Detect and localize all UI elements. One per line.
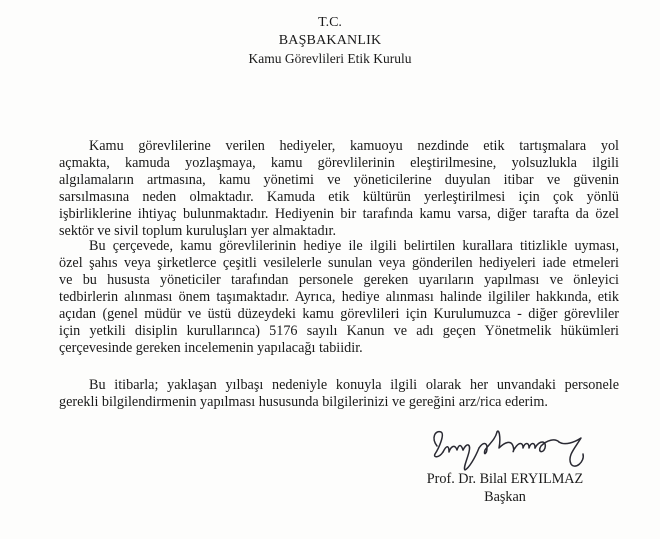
paragraph-line: Kamu görevlilerine verilen hediyeler, kamuoyu nezdinde etik tartışmalara yol — [89, 138, 619, 154]
letter-header — [0, 14, 660, 68]
paragraph-3 — [59, 377, 619, 411]
paragraph-line: çerçevesinde gereken incelemenin yapılacağı tabiidir. — [59, 340, 363, 356]
signatory-title: Başkan — [484, 489, 526, 505]
paragraph-line: özel şahıs veya şirketlerce çeşitli vesilelerle sunulan veya gönderilen hediyeleri iade etmeleri — [59, 255, 619, 271]
header-board: Kamu Görevlileri Etik Kurulu — [248, 51, 412, 66]
paragraph-line: sektör ve sivil toplum kuruluşları yer almaktadır. — [59, 223, 336, 239]
handwritten-signature — [425, 418, 595, 474]
paragraph-line: açmakta, kamuda yozlaşmaya, kamu görevlilerinin eleştirilmesine, yolsuzlukla ilgili — [59, 155, 619, 171]
paragraph-line: için yetkili disiplin kurullarınca) 5176 sayılı Kanun ve adı geçen Yönetmelik hükümleri — [59, 323, 619, 339]
header-institution: BAŞBAKANLIK — [278, 33, 382, 48]
signatory-name: Prof. Dr. Bilal ERYILMAZ — [426, 471, 584, 487]
paragraph-line: gerekli bilgilendirmenin yapılması hususunda bilgilerinizi ve gereğini arz/rica ederim. — [59, 394, 548, 410]
paragraph-line: açıdan (genel müdür ve üstü düzeydeki kamu görevlileri için Kurulumuzca - diğer görevliler — [59, 306, 619, 322]
paragraph-line: Bu çerçevede, kamu görevlilerinin hediye ile ilgili belirtilen kurallara titizlikle uyması, — [89, 238, 619, 254]
paragraph-line: işbirliklerine ihtiyaç bulunmaktadır. Hediyenin bir tarafında kamu varsa, diğer tarafta da özel — [59, 206, 619, 222]
paragraph-line: tedbirlerin alınması önem taşımaktadır. Ayrıca, hediye alınması halinde ilgililer hakkında, etik — [59, 289, 619, 305]
paragraph-1 — [59, 138, 619, 240]
paragraph-line: algılamaların artmasına, kamu yönetimi ve yöneticilerine duyulan itibar ve güvenin — [59, 172, 619, 188]
paragraph-line: ve bu hususta yöneticiler tarafından personele gereken uyarıların yapılması ve önleyici — [59, 272, 619, 288]
paragraph-line: Bu itibarla; yaklaşan yılbaşı nedeniyle konuyla ilgili olarak her unvandaki personele — [89, 377, 619, 393]
header-republic: T.C. — [318, 15, 342, 30]
signatory-block — [405, 470, 605, 506]
paragraph-line: sarsılmasına neden olmaktadır. Kamuda etik kültürün yerleştirilmesi için çok yönlü — [59, 189, 619, 205]
paragraph-2 — [59, 238, 619, 357]
